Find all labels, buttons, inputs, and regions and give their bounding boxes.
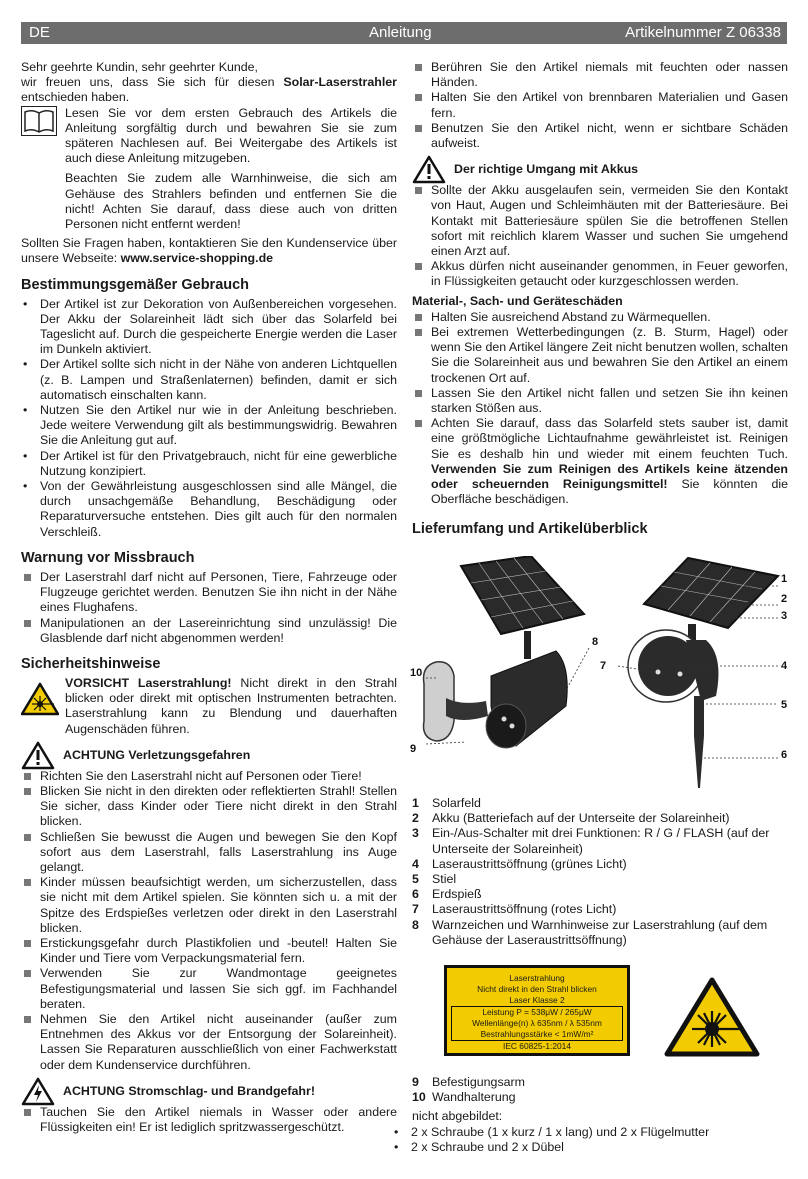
callout-2: 2 bbox=[781, 593, 788, 605]
akkus-list bbox=[412, 183, 788, 289]
list-item: Verwenden Sie zur Wandmontage geeignetes Befestigungsmaterial und lassen Sie sich ggf. im Fachhandel beraten. bbox=[21, 966, 397, 1012]
strom-list bbox=[21, 1105, 397, 1135]
parts-list bbox=[412, 796, 788, 948]
label-line: IEC 60825-1:2014 bbox=[503, 1041, 571, 1051]
extras-list bbox=[392, 1125, 788, 1155]
laser-warning-icon bbox=[21, 682, 59, 716]
list-item: Achten Sie darauf, dass das Solarfeld stets sauber ist, damit eine größtmögliche Lichtaufnahme gewährleistet ist. Reinigen Sie es deshalb hin und wieder mit einem feuchten Tuch. Verwenden Sie zum Reinigen des Artikels keine ätzenden oder scheuernden Reinigungsmittel! Sie könnten die Oberfläche beschädigen. bbox=[412, 416, 788, 507]
caution-icon bbox=[412, 155, 446, 184]
heading-lieferumfang: Lieferumfang und Artikelüberblick bbox=[412, 521, 648, 538]
list-item: Benutzen Sie den Artikel nicht, wenn er sichtbare Schäden aufweist. bbox=[412, 121, 788, 151]
list-item: Richten Sie den Laserstrahl nicht auf Personen oder Tiere! bbox=[21, 769, 397, 784]
list-item: Manipulationen an der Lasereinrichtung sind unzulässig! Die Glasblende darf nicht abgenommen werden! bbox=[21, 616, 397, 646]
intro-text: wir freuen uns, dass Sie sich für diesen Solar-Laserstrahler entschieden haben. bbox=[21, 75, 397, 105]
list-item: Schließen Sie bewusst die Augen und bewegen Sie den Kopf sofort aus dem Laserstrahl, falls Laserstrahlung ins Auge gelangt. bbox=[21, 830, 397, 876]
list-item: Akkus dürfen nicht auseinander genommen, in Feuer geworfen, in Flüssigkeiten getaucht oder kurzgeschlossen werden. bbox=[412, 259, 788, 289]
heading-material: Material-, Sach- und Geräteschäden bbox=[412, 293, 623, 308]
list-item: Blicken Sie nicht in den direkten oder reflektierten Strahl! Stellen Sie sicher, dass Kinder oder Tiere nicht direkt in den Strahl blicken. bbox=[21, 784, 397, 830]
list-item: Lassen Sie den Artikel nicht fallen und setzen Sie ihn keinen starken Stößen aus. bbox=[412, 386, 788, 416]
parts-list-2 bbox=[412, 1075, 788, 1155]
caution-icon bbox=[21, 741, 55, 770]
laser-warning-label bbox=[444, 965, 630, 1056]
callout-10: 10 bbox=[410, 667, 423, 679]
list-item: 7 Laseraustrittsöffnung (rotes Licht) bbox=[412, 902, 617, 917]
missbrauch-list bbox=[21, 570, 397, 646]
laser-warning-text: VORSICHT Laserstrahlung! Nicht direkt in den Strahl blicken oder direkt mit optischen Instrumenten betrachten. Laserstrahlung kann zu Blendung und dauerhaften Augenschäden führen. bbox=[65, 675, 397, 736]
list-item: • Nutzen Sie den Artikel nur wie in der Anleitung beschrieben. Jede weitere Verwendung gilt als bestimmungswidrig. Bewahren Sie die Anleitung gut auf. bbox=[21, 403, 397, 449]
list-item: • 2 x Schraube und 2 x Dübel bbox=[392, 1140, 788, 1155]
callout-4: 4 bbox=[781, 660, 788, 672]
list-item: Kinder müssen beaufsichtigt werden, um sicherzustellen, dass sie nicht mit dem Artikel spielen. Sie könnten sich u. a mit der Spitze des Erdspießes verletzen oder direkt in den Laserstrahl blicken. bbox=[21, 875, 397, 936]
list-item: • Der Artikel ist zur Dekoration von Außenbereichen vorgesehen. Der Akku der Solareinheit lädt sich über das Solarfeld bei Tageslicht auf. Durch die gespeicherte Energie werden die Laser im Dunkeln aktiviert. bbox=[21, 297, 397, 358]
list-item: Bei extremen Wetterbedingungen (z. B. Sturm, Hagel) oder wenn Sie den Artikel längere Zeit nicht benutzen wollen, schalten Sie die Solareinheit aus und bewahren Sie den Artikel an einem trockenen Ort auf. bbox=[412, 325, 788, 386]
label-line: Laserstrahlung bbox=[509, 973, 565, 983]
article-number: Artikelnummer Z 06338 bbox=[625, 24, 781, 41]
heading-bestimmung: Bestimmungsgemäßer Gebrauch bbox=[21, 276, 250, 293]
callout-7: 7 bbox=[600, 660, 607, 672]
questions-text: Sollten Sie Fragen haben, kontaktieren Sie den Kundenservice über unsere Webseite: www.service-shopping.de bbox=[21, 236, 397, 266]
callout-6: 6 bbox=[781, 749, 788, 761]
product-illustration bbox=[406, 556, 796, 792]
warning-notes-text: Beachten Sie zudem alle Warnhinweise, die sich am Gehäuse des Strahlers befinden und entfernen Sie die nicht! Achten Sie darauf, dass diese auch von dritten Personen nicht entfernt werden! bbox=[65, 171, 397, 232]
list-item: 10 Wandhalterung bbox=[412, 1090, 516, 1105]
bestimmung-list bbox=[21, 297, 397, 540]
list-item: Halten Sie ausreichend Abstand zu Wärmequellen. bbox=[412, 310, 788, 325]
not-shown-label: nicht abgebildet: bbox=[412, 1109, 503, 1124]
list-item: • Der Artikel ist für den Privatgebrauch, nicht für eine gewerbliche Nutzung konzipiert. bbox=[21, 449, 397, 479]
callout-9: 9 bbox=[410, 743, 417, 755]
callout-3: 3 bbox=[781, 610, 788, 622]
list-item: 2 Akku (Batteriefach auf der Unterseite der Solareinheit) bbox=[412, 811, 730, 826]
label-line: Bestrahlungsstärke < 1mW/m² bbox=[480, 1029, 594, 1039]
list-item: Berühren Sie den Artikel niemals mit feuchten oder nassen Händen. bbox=[412, 60, 788, 90]
handling-list bbox=[412, 60, 788, 151]
list-item: Sollte der Akku ausgelaufen sein, vermeiden Sie den Kontakt von Haut, Augen und Schleimhäuten mit der Batteriesäure. Bei Kontakt mit Batteriesäure spülen Sie die betroffenen Stellen sofort mit reichlich klarem Wasser und suchen Sie umgehend einen Arzt auf. bbox=[412, 183, 788, 259]
list-item: Erstickungsgefahr durch Plastikfolien und -beutel! Halten Sie Kinder und Tiere vom Verpackungsmaterial fern. bbox=[21, 936, 397, 966]
label-line: Laser Klasse 2 bbox=[509, 995, 565, 1005]
callout-5: 5 bbox=[781, 699, 788, 711]
list-item: 3 Ein-/Aus-Schalter mit drei Funktionen: R / G / FLASH (auf der Unterseite der Solareinheit) bbox=[412, 826, 770, 856]
electric-shock-icon bbox=[21, 1077, 55, 1106]
laser-warning-block bbox=[21, 676, 397, 737]
list-item: 1 Solarfeld bbox=[412, 796, 481, 810]
wall-mount bbox=[424, 662, 489, 741]
akkus-heading: Der richtige Umgang mit Akkus bbox=[412, 155, 788, 183]
verletzung-list bbox=[21, 769, 397, 1073]
verletzung-heading: ACHTUNG Verletzungsgefahren bbox=[21, 741, 397, 769]
list-item: 6 Erdspieß bbox=[412, 887, 482, 902]
right-column bbox=[412, 60, 788, 541]
page-header bbox=[21, 22, 787, 44]
book-icon bbox=[21, 106, 57, 136]
strom-heading: ACHTUNG Stromschlag- und Brandgefahr! bbox=[21, 1077, 397, 1105]
list-item: 4 Laseraustrittsöffnung (grünes Licht) bbox=[412, 856, 627, 871]
label-line: Leistung P = 538μW / 265μW bbox=[482, 1007, 592, 1017]
language-code: DE bbox=[29, 24, 50, 41]
list-item: Halten Sie den Artikel von brennbaren Materialien und Gasen fern. bbox=[412, 90, 788, 120]
material-list bbox=[412, 310, 788, 508]
list-item: 5 Stiel bbox=[412, 872, 457, 887]
list-item: • 2 x Schraube (1 x kurz / 1 x lang) und 2 x Flügelmutter bbox=[392, 1125, 788, 1140]
left-column bbox=[21, 60, 397, 1135]
read-manual-text: Lesen Sie vor dem ersten Gebrauch des Artikels die Anleitung sorgfältig durch und bewahren Sie sie zum späteren Nachlesen auf. Bei Weitergabe des Artikels ist auch diese Anleitung mitzugeben. bbox=[65, 105, 397, 166]
laser-hazard-symbol bbox=[664, 977, 760, 1057]
list-item: Der Laserstrahl darf nicht auf Personen, Tiere, Fahrzeuge oder Flugzeuge gerichtet werden. Benutzen Sie ihn nicht in der Nähe eines Flughafens. bbox=[21, 570, 397, 616]
list-item: • Von der Gewährleistung ausgeschlossen sind alle Mängel, die durch unsachgemäße Behandlung, Beschädigung oder Reparaturversuche entstehen. Dies gilt auch für den normalen Verschleiß. bbox=[21, 479, 397, 540]
list-item: 8 Warnzeichen und Warnhinweise zur Laserstrahlung (auf dem Gehäuse der Laseraustrittsöffnung) bbox=[412, 917, 768, 947]
callout-8: 8 bbox=[592, 636, 599, 648]
label-specs bbox=[451, 1006, 623, 1041]
list-item: 9 Befestigungsarm bbox=[412, 1075, 525, 1089]
solar-panel-left bbox=[461, 556, 584, 659]
heading-missbrauch: Warnung vor Missbrauch bbox=[21, 549, 195, 566]
callout-1: 1 bbox=[781, 573, 788, 585]
list-item: Nehmen Sie den Artikel nicht auseinander (außer zum Entnehmen des Akkus vor der Entsorgung der Solareinheit). Lassen Sie Reparaturen ausschließlich von einer Fachwerkstatt oder dem Kundenservice durchführen. bbox=[21, 1012, 397, 1073]
document-title: Anleitung bbox=[369, 24, 432, 41]
list-item: • Der Artikel sollte sich nicht in der Nähe von anderen Lichtquellen (z. B. Lampen und Straßenlaternen) befinden, damit er sich automatisch einschalten kann. bbox=[21, 357, 397, 403]
list-item: Tauchen Sie den Artikel niemals in Wasser oder andere Flüssigkeiten ein! Er ist lediglich spritzwassergeschützt. bbox=[21, 1105, 397, 1135]
label-line: Wellenlänge(n) λ 635nm / λ 535nm bbox=[472, 1018, 602, 1028]
greeting: Sehr geehrte Kundin, sehr geehrter Kunde, bbox=[21, 60, 258, 74]
website-link[interactable]: www.service-shopping.de bbox=[120, 251, 274, 266]
read-manual-block bbox=[21, 106, 397, 233]
lamp-left bbox=[486, 651, 567, 748]
heading-sicherheit: Sicherheitshinweise bbox=[21, 655, 161, 672]
label-line: Nicht direkt in den Strahl blicken bbox=[477, 984, 597, 994]
lamp-right bbox=[628, 630, 718, 788]
